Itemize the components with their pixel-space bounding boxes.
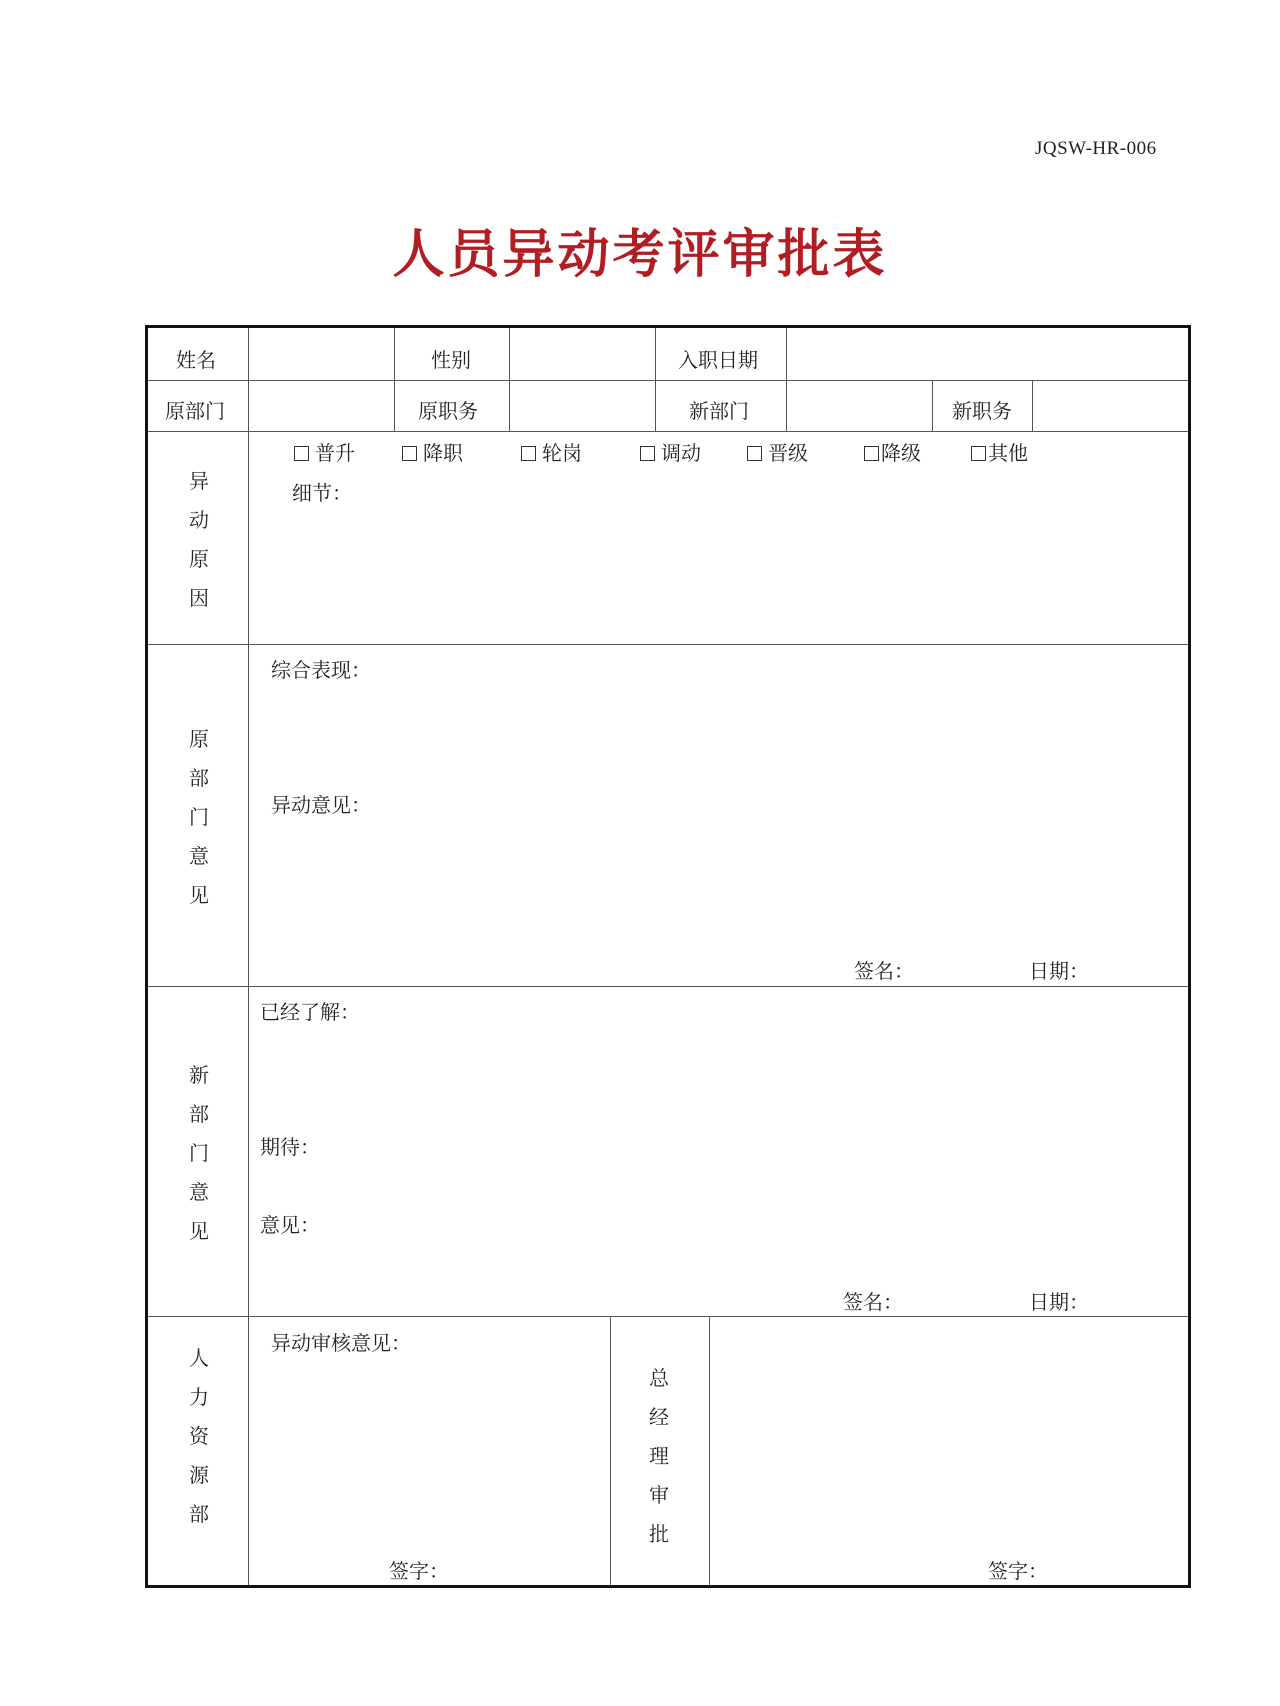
label-char: 见 [189, 883, 209, 907]
performance-label: 综合表现： [271, 658, 371, 682]
cell-divider [394, 328, 395, 431]
row-divider [148, 644, 1188, 645]
orig-dept-opinion-label [184, 729, 214, 924]
checkbox-icon[interactable] [294, 446, 309, 461]
label-char: 部 [189, 766, 209, 790]
label-char: 动 [189, 508, 209, 532]
checkbox-icon[interactable] [521, 446, 536, 461]
checkbox-icon[interactable] [747, 446, 762, 461]
hr-section-label [184, 1348, 214, 1543]
approval-form [145, 325, 1191, 1588]
label-char: 原 [189, 727, 209, 751]
new-date-label: 日期： [1029, 1290, 1089, 1314]
option-transfer[interactable] [640, 443, 701, 463]
cell-divider [932, 380, 933, 431]
label-char: 意 [189, 1180, 209, 1204]
details-field[interactable] [249, 503, 1187, 643]
hr-review-label: 异动审核意见： [271, 1331, 411, 1355]
label-char: 经 [649, 1405, 669, 1429]
new-dept-opinion-label [184, 1065, 214, 1260]
orig-dept-label: 原部门 [165, 399, 225, 423]
orig-signature-label: 签名： [854, 959, 914, 983]
label-char: 异 [189, 469, 209, 493]
option-promotion[interactable] [294, 443, 355, 463]
label-char: 门 [189, 805, 209, 829]
join-date-label: 入职日期 [678, 348, 758, 372]
option-rotation[interactable] [521, 443, 582, 463]
new-opinion-label: 意见： [260, 1213, 320, 1237]
gm-section-label [644, 1368, 674, 1563]
row-divider [148, 1316, 1188, 1317]
label-char: 新 [189, 1063, 209, 1087]
option-label: 降职 [423, 441, 463, 465]
join-date-field[interactable] [787, 328, 1187, 380]
row-divider [148, 986, 1188, 987]
label-char: 力 [189, 1385, 209, 1409]
orig-position-label: 原职务 [418, 399, 478, 423]
label-char: 批 [649, 1522, 669, 1546]
label-char: 门 [189, 1141, 209, 1165]
row-divider [148, 431, 1188, 432]
label-char: 资 [189, 1424, 209, 1448]
option-label: 降级 [881, 441, 921, 465]
label-char: 见 [189, 1219, 209, 1243]
cell-divider [610, 1316, 611, 1585]
expectation-label: 期待： [260, 1135, 320, 1159]
hr-sign-label: 签字： [389, 1559, 449, 1583]
new-position-label: 新职务 [952, 399, 1012, 423]
new-signature-label: 签名： [843, 1290, 903, 1314]
new-dept-field[interactable] [787, 381, 932, 431]
gender-label: 性别 [431, 348, 471, 372]
name-field[interactable] [249, 328, 394, 380]
label-char: 理 [649, 1444, 669, 1468]
cell-divider [655, 328, 656, 431]
orig-dept-field[interactable] [249, 381, 394, 431]
cell-divider [709, 1316, 710, 1585]
name-label: 姓名 [176, 348, 216, 372]
label-char: 审 [649, 1483, 669, 1507]
orig-date-label: 日期： [1029, 959, 1089, 983]
option-label: 其他 [988, 441, 1028, 465]
checkbox-icon[interactable] [971, 446, 986, 461]
checkbox-icon[interactable] [864, 446, 879, 461]
option-label: 轮岗 [542, 441, 582, 465]
label-char: 因 [189, 586, 209, 610]
option-other[interactable] [971, 443, 1028, 463]
gender-field[interactable] [510, 328, 655, 380]
page-title: 人员异动考评审批表 [392, 224, 888, 285]
label-char: 部 [189, 1502, 209, 1526]
details-label: 细节： [292, 481, 352, 505]
label-char: 总 [649, 1366, 669, 1390]
label-char: 部 [189, 1102, 209, 1126]
option-label: 普升 [315, 441, 355, 465]
option-label: 调动 [661, 441, 701, 465]
reason-section-label [184, 471, 214, 627]
understood-label: 已经了解： [260, 1000, 360, 1024]
transfer-opinion-label: 异动意见： [271, 793, 371, 817]
new-position-field[interactable] [1033, 381, 1187, 431]
label-char: 意 [189, 844, 209, 868]
option-upgrade[interactable] [747, 443, 808, 463]
label-char: 源 [189, 1463, 209, 1487]
orig-position-field[interactable] [510, 381, 655, 431]
option-downgrade[interactable] [864, 443, 921, 463]
option-label: 晋级 [768, 441, 808, 465]
new-dept-label: 新部门 [689, 399, 749, 423]
option-demotion[interactable] [402, 443, 463, 463]
label-char: 原 [189, 547, 209, 571]
label-char: 人 [189, 1346, 209, 1370]
checkbox-icon[interactable] [640, 446, 655, 461]
document-code: JQSW-HR-006 [1035, 138, 1157, 159]
gm-sign-label: 签字： [988, 1559, 1048, 1583]
checkbox-icon[interactable] [402, 446, 417, 461]
